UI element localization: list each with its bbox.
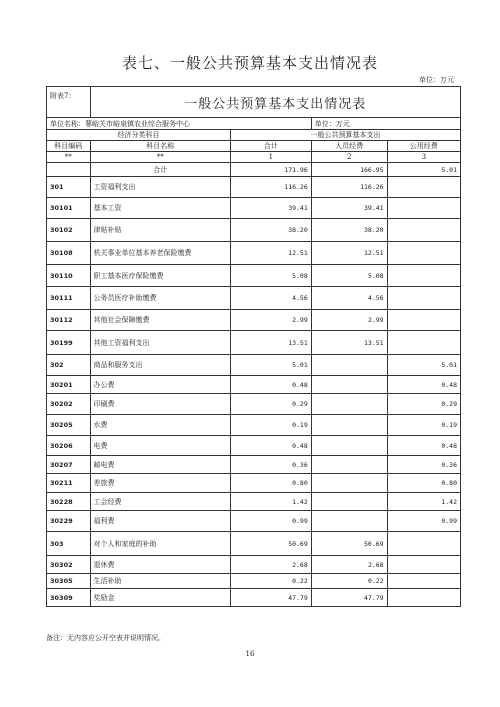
row-total: 2.99 — [230, 310, 311, 331]
total-row-public: 5.01 — [387, 163, 460, 177]
row-public — [387, 242, 460, 265]
table-title-row — [47, 87, 461, 118]
econ-class-header: 经济分类科目 — [47, 130, 231, 141]
row-total: 50.69 — [230, 532, 311, 556]
table-row — [47, 265, 461, 287]
row-code: 30102 — [47, 219, 91, 242]
row-total: 0.48 — [230, 376, 311, 394]
row-staff — [311, 493, 387, 511]
row-total: 12.51 — [230, 242, 311, 265]
row-name: 基本工资 — [90, 198, 230, 219]
table-row — [47, 556, 461, 574]
page-title: 表七、一般公共预算基本支出情况表 — [121, 54, 378, 72]
row-total: 2.68 — [230, 556, 311, 574]
table-row — [47, 511, 461, 532]
row-public — [387, 219, 460, 242]
row-public: 0.99 — [387, 511, 460, 532]
row-code: 30108 — [47, 242, 91, 265]
row-total: 116.26 — [230, 177, 311, 198]
row-code: 30112 — [47, 310, 91, 331]
row-public — [387, 265, 460, 287]
column-index-row — [47, 152, 461, 163]
row-name: 对个人和家庭的补助 — [90, 532, 230, 556]
row-total: 0.80 — [230, 474, 311, 493]
row-staff: 0.22 — [311, 574, 387, 589]
row-name: 生活补助 — [90, 574, 230, 589]
table-row — [47, 287, 461, 310]
row-public — [387, 589, 460, 607]
row-name: 工会经费 — [90, 493, 230, 511]
table-row — [47, 310, 461, 331]
row-code: 30229 — [47, 511, 91, 532]
row-name: 水费 — [90, 415, 230, 436]
row-name: 差旅费 — [90, 474, 230, 493]
row-public: 0.19 — [387, 415, 460, 436]
row-total: 5.08 — [230, 265, 311, 287]
row-public: 0.80 — [387, 474, 460, 493]
row-code: 30206 — [47, 436, 91, 456]
total-row-total: 171.96 — [230, 163, 311, 177]
row-code: 30111 — [47, 287, 91, 310]
table-row — [47, 376, 461, 394]
index-3: 3 — [387, 152, 460, 163]
row-code: 303 — [47, 532, 91, 556]
row-public — [387, 556, 460, 574]
page-number: 16 — [245, 650, 255, 658]
row-name: 邮电费 — [90, 456, 230, 474]
table-row — [47, 474, 461, 493]
row-public — [387, 177, 460, 198]
row-total: 39.41 — [230, 198, 311, 219]
code-star: ** — [47, 152, 91, 163]
row-public: 1.42 — [387, 493, 460, 511]
header-group-row — [47, 130, 461, 141]
name-star: ** — [90, 152, 230, 163]
total-column-header: 合计 — [230, 141, 311, 152]
index-1: 1 — [230, 152, 311, 163]
row-code: 30202 — [47, 394, 91, 415]
row-name: 其他社会保障缴费 — [90, 310, 230, 331]
row-staff — [311, 474, 387, 493]
attachment-label: 附表7： — [47, 87, 91, 118]
row-name: 退休费 — [90, 556, 230, 574]
total-row — [47, 163, 461, 177]
row-code: 30199 — [47, 331, 91, 355]
top-unit-label: 单位：万元 — [419, 76, 454, 84]
row-code: 30201 — [47, 376, 91, 394]
row-staff — [311, 456, 387, 474]
row-code: 30211 — [47, 474, 91, 493]
row-total: 13.51 — [230, 331, 311, 355]
row-code: 30205 — [47, 415, 91, 436]
table-title: 一般公共预算基本支出情况表 — [90, 87, 461, 118]
column-header-row — [47, 141, 461, 152]
total-row-label: 合计 — [90, 163, 230, 177]
table-row — [47, 532, 461, 556]
row-total: 4.56 — [230, 287, 311, 310]
row-staff — [311, 511, 387, 532]
row-code: 302 — [47, 355, 91, 376]
row-code: 30110 — [47, 265, 91, 287]
row-name: 奖励金 — [90, 589, 230, 607]
table-row — [47, 355, 461, 376]
unit-name: 单位名称：蓼峪关市峪泉镇农业综合服务中心 — [47, 118, 312, 130]
row-public: 5.01 — [387, 355, 460, 376]
row-total: 38.20 — [230, 219, 311, 242]
row-total: 47.79 — [230, 589, 311, 607]
row-staff: 12.51 — [311, 242, 387, 265]
row-total: 0.29 — [230, 394, 311, 415]
table-row — [47, 574, 461, 589]
row-name: 福利费 — [90, 511, 230, 532]
row-staff — [311, 394, 387, 415]
row-public — [387, 574, 460, 589]
row-total: 0.36 — [230, 456, 311, 474]
table-row — [47, 219, 461, 242]
footnote: 备注：无内容应公开空表并说明情况。 — [46, 634, 165, 642]
row-staff: 4.56 — [311, 287, 387, 310]
row-public — [387, 287, 460, 310]
row-staff: 38.20 — [311, 219, 387, 242]
public-column-header: 公用经费 — [387, 141, 460, 152]
index-2: 2 — [311, 152, 387, 163]
row-staff: 47.79 — [311, 589, 387, 607]
row-name: 其他工资福利支出 — [90, 331, 230, 355]
table-row — [47, 415, 461, 436]
row-staff — [311, 415, 387, 436]
budget-expenditure-table — [46, 86, 461, 607]
row-name: 工资福利支出 — [90, 177, 230, 198]
row-name: 商品和服务支出 — [90, 355, 230, 376]
row-code: 30101 — [47, 198, 91, 219]
row-staff — [311, 376, 387, 394]
row-staff: 2.99 — [311, 310, 387, 331]
row-public — [387, 310, 460, 331]
row-public — [387, 532, 460, 556]
row-code: 30302 — [47, 556, 91, 574]
row-name: 电费 — [90, 436, 230, 456]
row-staff: 5.08 — [311, 265, 387, 287]
row-staff: 50.69 — [311, 532, 387, 556]
row-public: 0.36 — [387, 456, 460, 474]
staff-column-header: 人员经费 — [311, 141, 387, 152]
table-row — [47, 177, 461, 198]
row-name: 津贴补贴 — [90, 219, 230, 242]
row-name: 办公费 — [90, 376, 230, 394]
budget-group-header: 一般公共预算基本支出 — [230, 130, 460, 141]
row-staff: 116.26 — [311, 177, 387, 198]
row-total: 5.01 — [230, 355, 311, 376]
row-name: 机关事业单位基本养老保险缴费 — [90, 242, 230, 265]
row-public — [387, 198, 460, 219]
row-total: 0.99 — [230, 511, 311, 532]
row-staff — [311, 355, 387, 376]
row-name: 职工基本医疗保险缴费 — [90, 265, 230, 287]
row-code: 301 — [47, 177, 91, 198]
total-row-staff: 166.95 — [311, 163, 387, 177]
row-total: 0.22 — [230, 574, 311, 589]
row-public: 0.29 — [387, 394, 460, 415]
row-code: 30228 — [47, 493, 91, 511]
table-row — [47, 493, 461, 511]
table-row — [47, 589, 461, 607]
unit-label: 单位：万元 — [311, 118, 460, 130]
row-total: 1.42 — [230, 493, 311, 511]
name-column-header: 科目名称 — [90, 141, 230, 152]
row-public — [387, 331, 460, 355]
row-name: 印刷费 — [90, 394, 230, 415]
row-staff: 13.51 — [311, 331, 387, 355]
unit-info-row — [47, 118, 461, 130]
row-total: 0.19 — [230, 415, 311, 436]
table-row — [47, 242, 461, 265]
row-staff: 39.41 — [311, 198, 387, 219]
code-column-header: 科目编码 — [47, 141, 91, 152]
table-row — [47, 198, 461, 219]
row-staff: 2.68 — [311, 556, 387, 574]
row-code: 30305 — [47, 574, 91, 589]
row-staff — [311, 436, 387, 456]
table-row — [47, 436, 461, 456]
row-code: 30207 — [47, 456, 91, 474]
table-row — [47, 331, 461, 355]
table-row — [47, 394, 461, 415]
row-name: 公务员医疗补助缴费 — [90, 287, 230, 310]
row-code: 30309 — [47, 589, 91, 607]
row-total: 0.48 — [230, 436, 311, 456]
row-public: 0.48 — [387, 436, 460, 456]
row-public: 0.48 — [387, 376, 460, 394]
table-row — [47, 456, 461, 474]
